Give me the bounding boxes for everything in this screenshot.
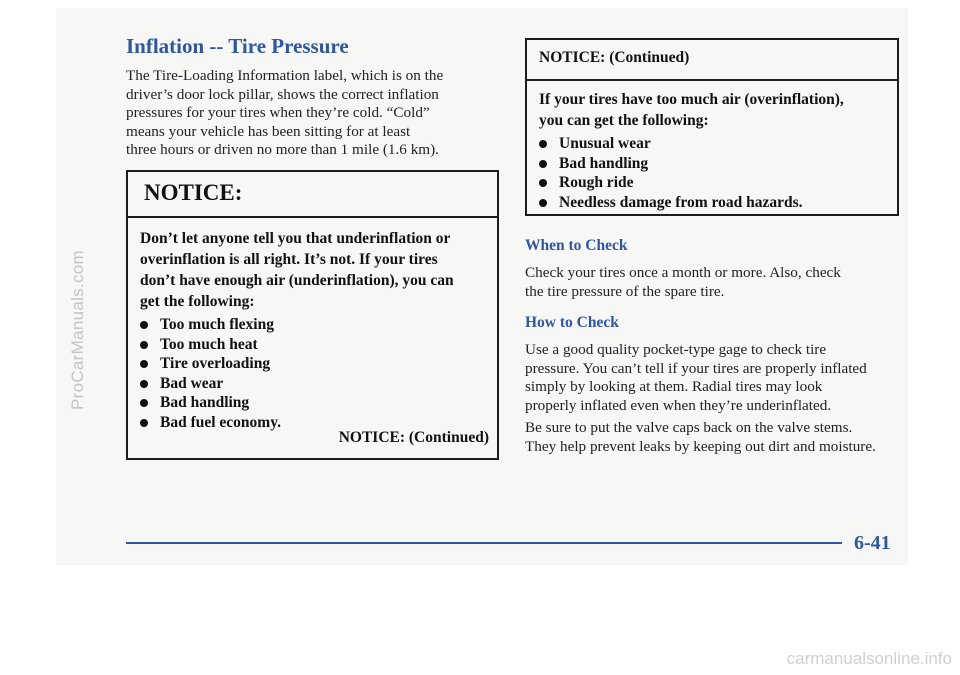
how-to-check-heading: How to Check [525,314,619,331]
bullet-icon [140,380,148,388]
bullet-icon [539,160,547,168]
intro-line: means your vehicle has been sitting for at least [126,122,411,140]
list-item-text: Rough ride [559,174,634,191]
notice-bullet-list [140,315,487,432]
notice-body [140,228,487,432]
list-item-text: Tire overloading [160,355,271,372]
list-item-text: Unusual wear [559,135,651,152]
when-to-check-heading: When to Check [525,237,628,254]
when-to-check-paragraph [525,264,841,301]
list-item [539,193,887,213]
list-item [539,154,887,174]
intro-paragraph [126,67,443,160]
list-item-text: Too much heat [160,335,258,353]
side-watermark: ProCarManuals.com [68,249,87,411]
notice-lead-line: Don’t let anyone tell you that underinflation or [140,230,451,247]
notice-box-left [126,170,499,460]
bottom-watermark: carmanualsonline.info [786,649,952,668]
notice-header [128,172,497,218]
bullet-icon [539,140,547,148]
notice-lead-line: you can get the following: [539,112,709,129]
bullet-icon [140,399,148,407]
list-item [140,374,487,394]
notice-lead-line: overinflation is all right. It’s not. If your tires [140,251,438,268]
notice-header [527,40,897,81]
list-item [140,335,487,355]
notice-title: NOTICE: (Continued) [539,49,690,66]
bullet-icon [539,179,547,187]
notice-lead-line: get the following: [140,293,255,310]
paragraph-line: They help prevent leaks by keeping out dirt and moisture. [525,437,876,455]
intro-line: driver’s door lock pillar, shows the correct inflation [126,85,439,103]
notice-bullet-list [539,134,887,212]
bullet-icon [539,199,547,207]
intro-line: pressures for your tires when they’re cold. “Cold” [126,104,430,121]
how-to-check-paragraph [525,341,867,415]
list-item-text: Needless damage from road hazards. [559,193,803,211]
list-item [140,354,487,374]
bullet-icon [140,419,148,427]
notice-lead-line: don’t have enough air (underinflation), you can [140,272,454,289]
section-title: Inflation -- Tire Pressure [126,34,349,58]
bullet-icon [140,360,148,368]
paragraph-line: properly inflated even when they’re underinflated. [525,396,832,414]
bullet-icon [140,341,148,349]
valve-caps-paragraph [525,419,876,456]
paragraph-line: Use a good quality pocket-type gage to check tire [525,341,827,358]
list-item-text: Bad handling [160,394,250,411]
list-item [539,134,887,154]
page-number: 6-41 [854,532,891,554]
list-item-text: Bad wear [160,374,224,392]
list-item [539,173,887,193]
list-item-text: Bad handling [559,154,649,172]
intro-line: three hours or driven no more than 1 mile (1.6 km). [126,141,439,158]
paragraph-line: simply by looking at them. Radial tires may look [525,378,823,395]
notice-continued-label: NOTICE: (Continued) [338,429,489,446]
paragraph-line: Be sure to put the valve caps back on the valve stems. [525,419,853,436]
bullet-icon [140,321,148,329]
list-item-text: Bad fuel economy. [160,413,281,431]
intro-line: The Tire-Loading Information label, which is on the [126,67,444,84]
paragraph-line: Check your tires once a month or more. Also, check [525,264,841,281]
paragraph-line: the tire pressure of the spare tire. [525,282,725,300]
notice-box-right [525,38,899,216]
paragraph-line: pressure. You can’t tell if your tires are properly inflated [525,359,867,377]
list-item-text: Too much flexing [160,316,274,333]
footer-rule [126,542,842,544]
notice-title: NOTICE: [144,180,243,205]
list-item [140,393,487,413]
notice-body [539,89,887,212]
notice-lead-line: If your tires have too much air (overinflation), [539,91,844,108]
list-item [140,315,487,335]
